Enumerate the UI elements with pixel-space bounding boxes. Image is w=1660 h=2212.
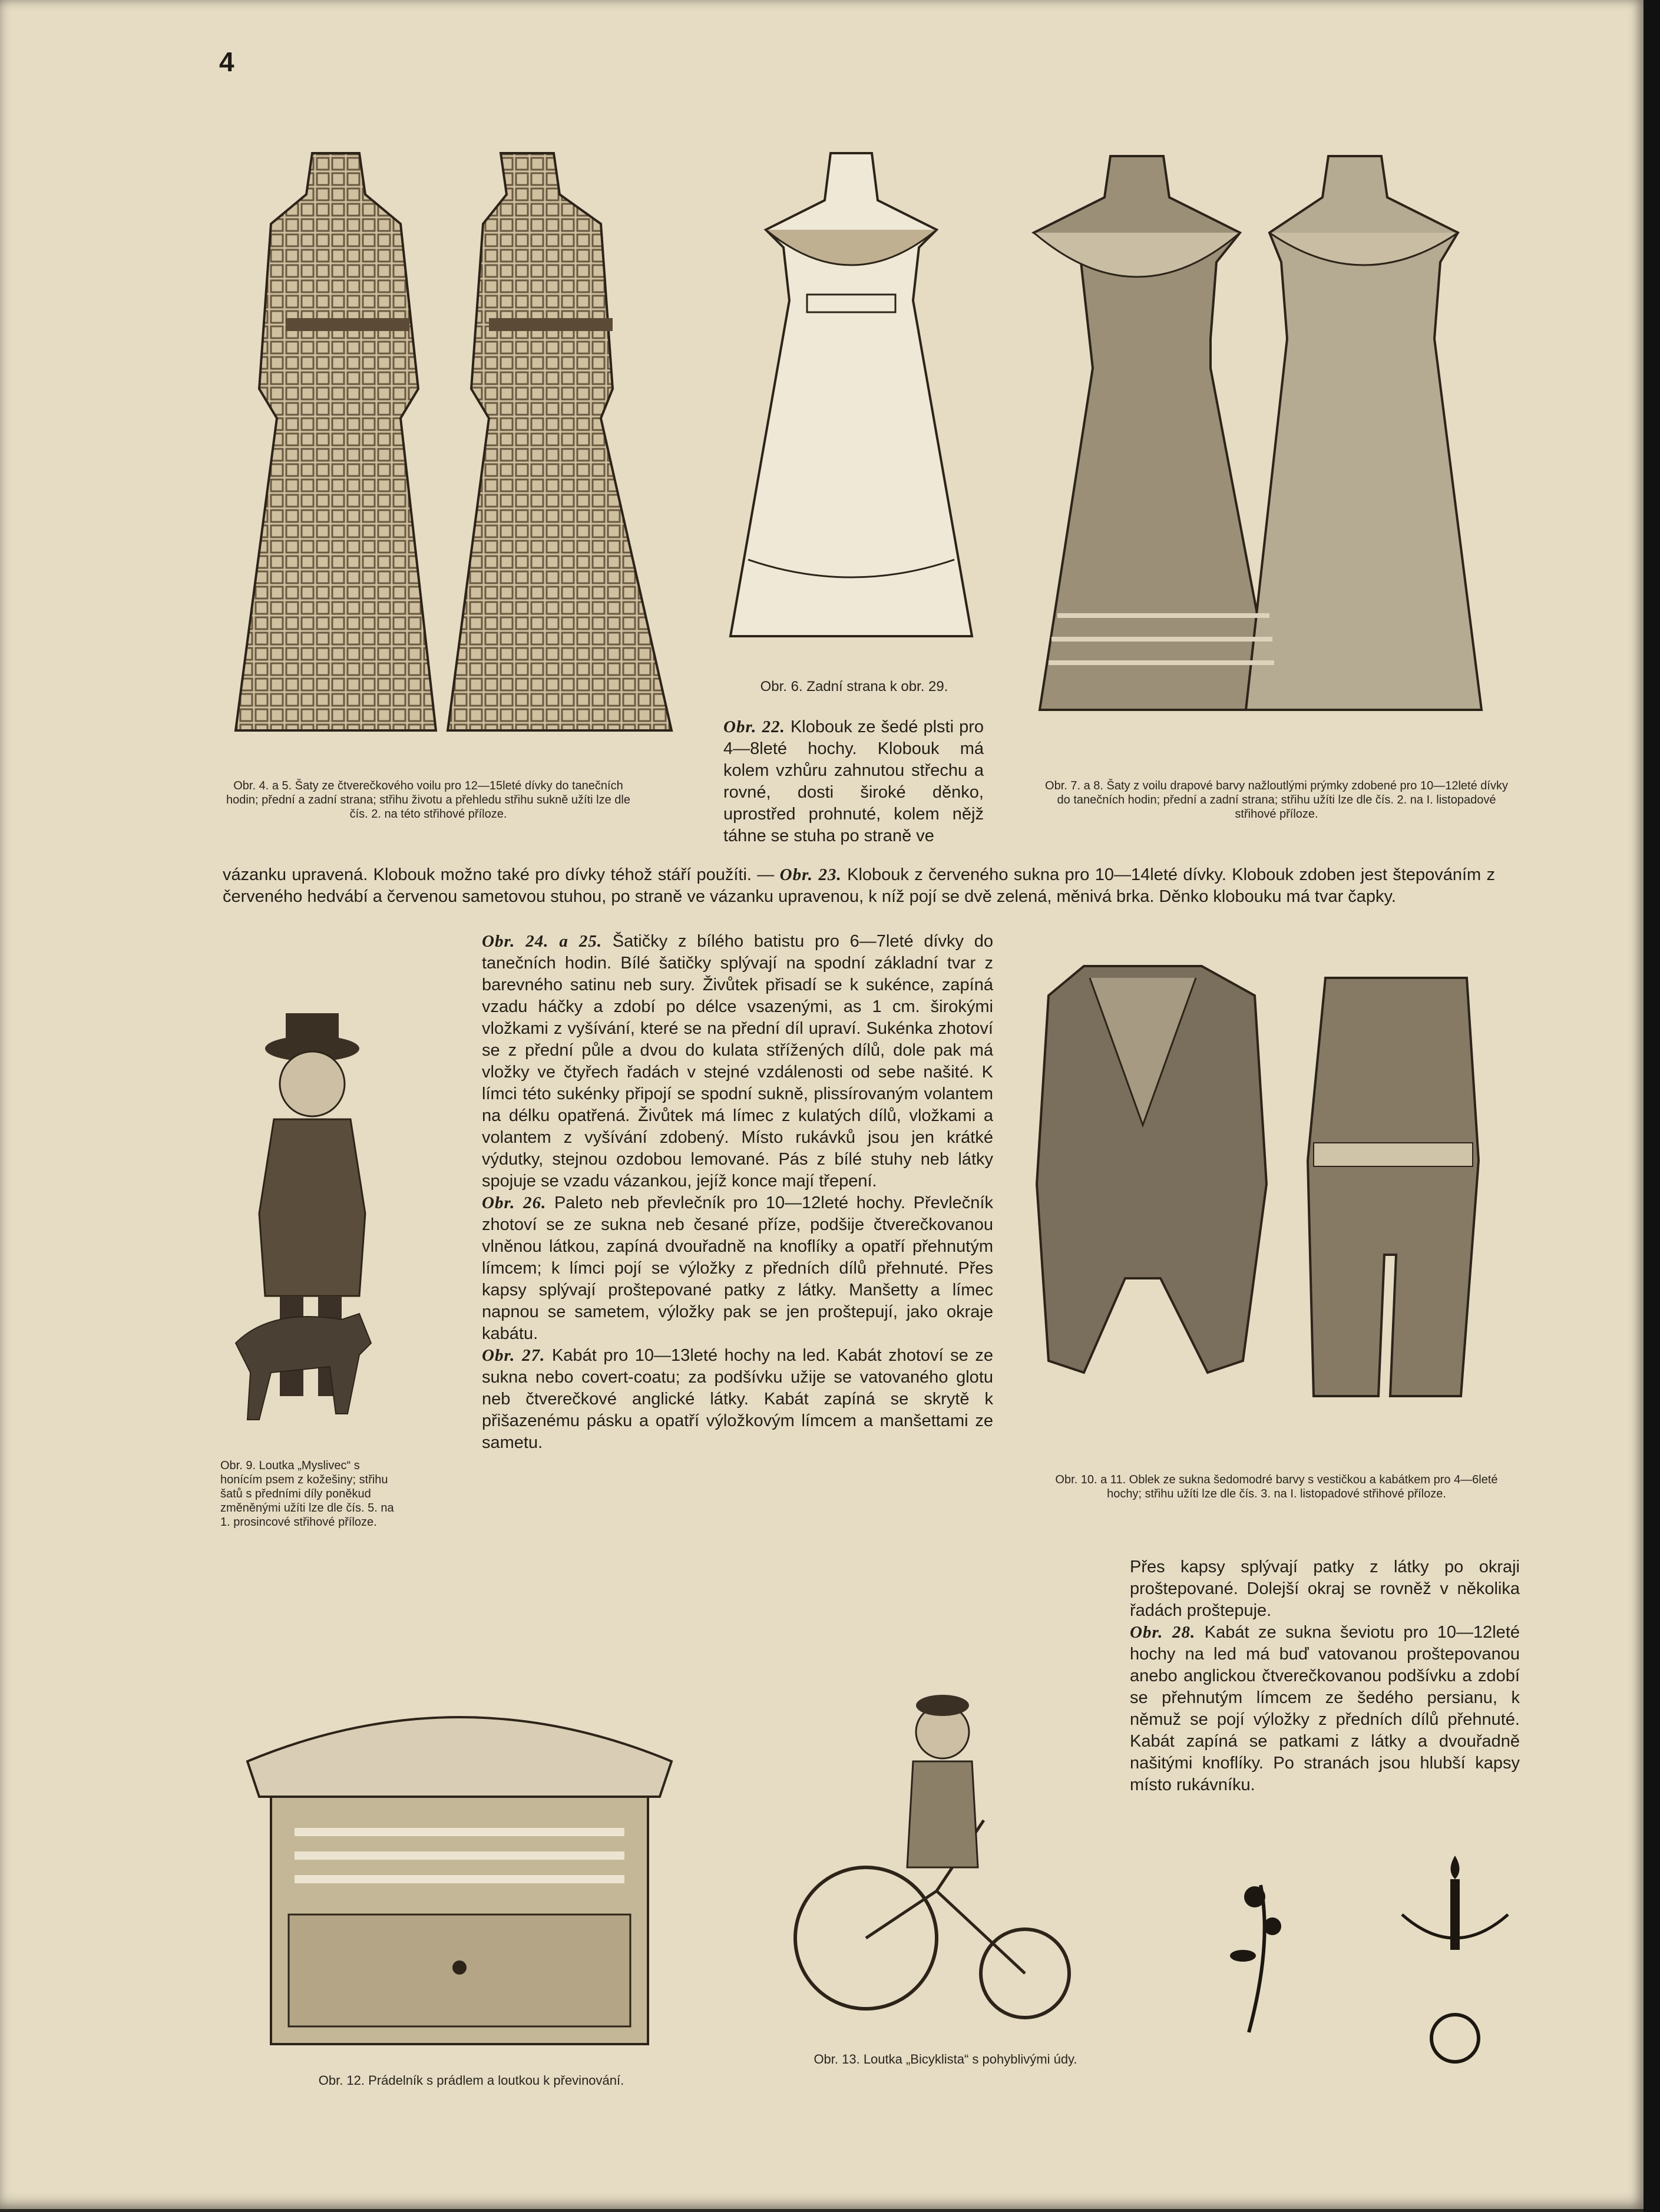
dress-back-illustration bbox=[725, 147, 978, 642]
dress-illustration bbox=[1022, 144, 1487, 728]
doll-hunter-illustration bbox=[224, 966, 424, 1437]
caption-fig4-5: Obr. 4. a 5. Šaty ze čtverečkového voilu pro 12—15leté dívky do tanečních hodin; přední a zadní strana; střihu životu a přehledu střihu sukně užíti lze dle čís. 2. na této střihové příloze. bbox=[226, 779, 630, 821]
label-obr23: Obr. 23. bbox=[779, 865, 842, 884]
dresser-illustration bbox=[224, 1585, 695, 2068]
candle-ornament bbox=[1390, 1844, 1520, 2079]
dress-illustration bbox=[224, 141, 683, 754]
text-obr28: Kabát ze sukna ševiotu pro 10—12leté hochy na led má buď vatovanou proštepovanou anebo anglickou čtverečkovanou podšívku a zdobí se přehnutým límcem ze šedého persianu, k němuž se pojí výložky z předních dílů přehnuté. Kabát zapíná se patkami z látky a dvouřadně našitými knoflíky. Po stranách jsou hlubší kapsy místo rukávníku. bbox=[1130, 1623, 1520, 1794]
article-obr24-27 bbox=[482, 931, 993, 1454]
scan-edge bbox=[1644, 0, 1660, 2212]
caption-fig10-11: Obr. 10. a 11. Oblek ze sukna šedomodré barvy s vestičkou a kabátkem pro 4—6leté hochy; střihu užíti lze dle čís. 3. na I. listopadové střihové příloze. bbox=[1055, 1473, 1498, 1500]
text-right-cont: Přes kapsy splývají patky z látky po okraji proštepované. Dolejší okraj se rovněž v několika řadách proštepuje. bbox=[1130, 1558, 1520, 1620]
text-obr26: Paleto neb převlečník pro 10—12leté hochy. Převlečník zhotoví se ze sukna neb česané příze, podšije čtverečkovanou vlněnou látkou, zapíná dvouřadně na knoflíky a opatří přehnutým límcem; k límci pojí se výložky z předních dílů přehnuté. Přes kapsy splývají proštepované patky z látky. Manšetty a límec napnou se sametem, výložky pak se jen proštepují, jako okraje kabátu. bbox=[482, 1193, 993, 1343]
article-obr28 bbox=[1130, 1556, 1520, 1796]
text-obr22: Klobouk ze šedé plsti pro 4—8leté hochy. Klobouk má kolem vzhůru zahnutou střechu a rovné, dosti široké děnko, uprostřed prohnuté, kolem nějž táhne se stuha po straně ve bbox=[723, 718, 984, 845]
text-obr24: Šatičky z bílého batistu pro 6—7leté dívky do tanečních hodin. Bílé šatičky splývají na spodní základní tvar z barevného satinu neb sury. Živůtek přisadí se k sukénce, zapíná vzadu háčky a zdobí po délce vsazenými, as 1 cm. širokými vložkami z vyšívání, které se na přední díl upraví. Sukénka zhotoví se z přední půle a dvou do kulata střížených dílů, dole pak má vložky ve čtyřech řadách v stejné vzdálenosti od sebe našité. K límci této sukénky připojí se spodní sukně, plissírovaným volantem na délku opatřená. Živůtek má límec z kulatých dílů, vložkami a volantem z vyšívání zdobený. Místo rukávků jsou jen krátké výdutky, stejnou ozdobou lemované. Pás z bílé stuhy neb látky spojuje se vzadu vázankou, jejíž konce mají třepení. bbox=[482, 932, 993, 1191]
page-number: 4 bbox=[219, 47, 234, 77]
flower-ornament bbox=[1225, 1873, 1296, 2038]
label-obr22: Obr. 22. bbox=[723, 718, 785, 736]
article-obr23 bbox=[223, 864, 1495, 908]
text-obr27: Kabát pro 10—13leté hochy na led. Kabát zhotoví se ze sukna nebo covert-coatu; za podšívku užije se vatovaného glotu neb čtverečkové anglické látky. Kabát zapíná se skrytě k přišazenému pásku a opatří výložkovým límcem a manšettami ze sametu. bbox=[482, 1346, 993, 1452]
label-obr28: Obr. 28. bbox=[1130, 1623, 1196, 1642]
caption-fig7-8: Obr. 7. a 8. Šaty z voilu drapové barvy nažloutlými prýmky zdobené pro 10—12leté dívky do tanečních hodin; přední a zadní strana; střihu užíti lze dle čís. 2. na I. listopadové střihové příloze. bbox=[1045, 779, 1508, 821]
text-obr23: Klobouk z červeného sukna pro 10—14leté dívky. bbox=[847, 865, 1226, 884]
caption-fig13: Obr. 13. Loutka „Bicyklista“ s pohyblivými údy. bbox=[814, 2052, 1077, 2066]
label-obr27: Obr. 27. bbox=[482, 1346, 545, 1365]
text-cont-line2: Klobouk zdoben jest štepováním z červeného hedvábí a červenou sametovou stuhou, po straně ve vázanku upravenou, k níž pojí se dvě zelená, měnivá brka. Děnko klobouku má tvar čapky. bbox=[223, 865, 1496, 906]
caption-fig6: Obr. 6. Zadní strana k obr. 29. bbox=[760, 679, 948, 695]
caption-fig12: Obr. 12. Prádelník s prádlem a loutkou k převinování. bbox=[318, 2073, 624, 2088]
bicyclist-doll-illustration bbox=[789, 1644, 1096, 2044]
label-obr24: Obr. 24. a 25. bbox=[482, 932, 603, 951]
text-cont-line1: vázanku upravená. Klobouk možno také pro dívky téhož stáří použíti. — bbox=[223, 865, 775, 884]
caption-fig9: Obr. 9. Loutka „Myslivec“ s honícím psem z kožešiny; střihu šatů s předními díly poněkud změněnými užíti lze dle čís. 5. na 1. prosincové střihové příloze. bbox=[220, 1459, 394, 1529]
boys-suit-illustration bbox=[1031, 948, 1496, 1431]
label-obr26: Obr. 26. bbox=[482, 1193, 547, 1212]
article-obr22 bbox=[723, 716, 984, 847]
